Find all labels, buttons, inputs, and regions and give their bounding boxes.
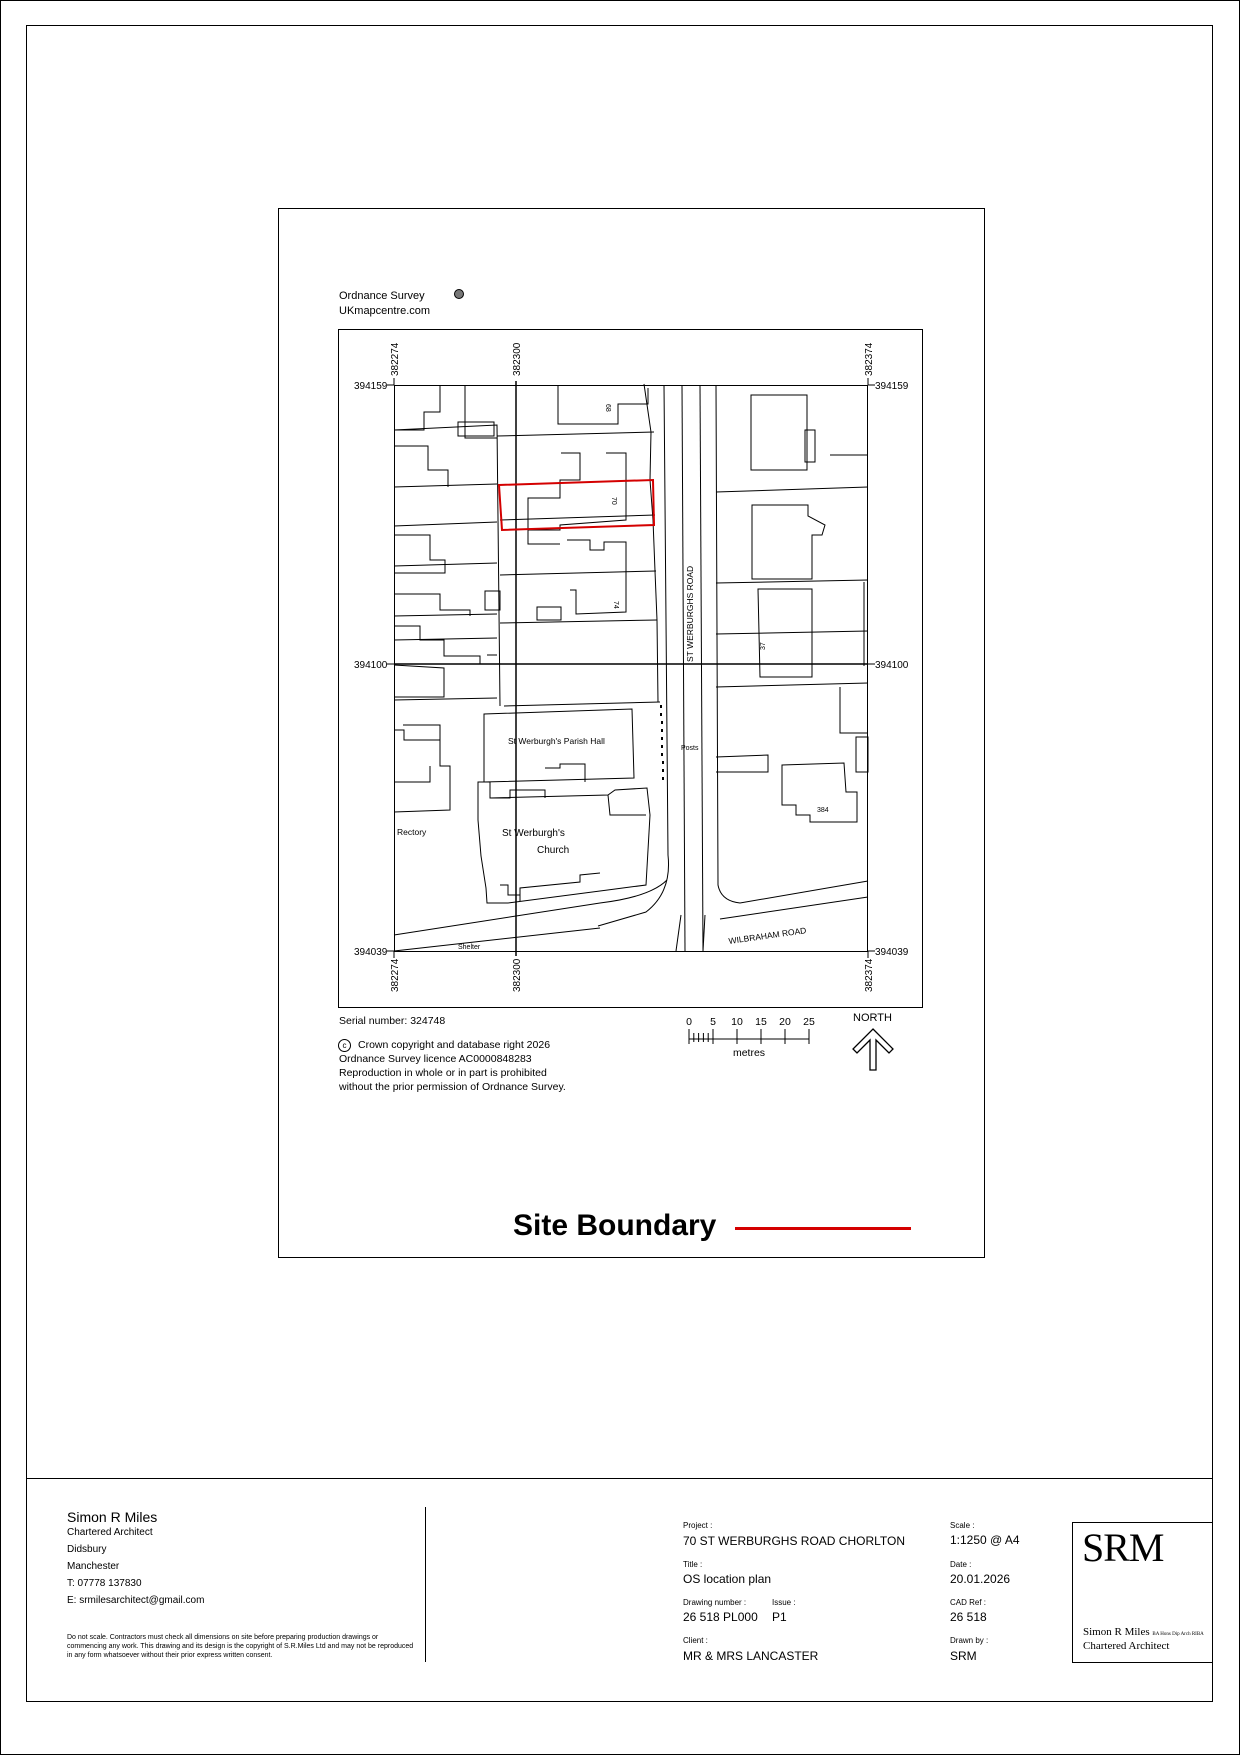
copyright-line4: without the prior permission of Ordnance Survey. bbox=[339, 1081, 566, 1093]
os-map bbox=[338, 329, 924, 1009]
label-house-74: 74 bbox=[612, 601, 619, 609]
architect-name: Simon R Miles bbox=[67, 1509, 158, 1525]
logo-name: Simon R Miles BA Hons Dip Arch RIBA bbox=[1083, 1626, 1204, 1638]
scale-tick-10: 10 bbox=[731, 1016, 743, 1028]
label-house-384: 384 bbox=[817, 807, 829, 814]
legend-line bbox=[735, 1227, 911, 1230]
grid-label-382300-top: 382300 bbox=[512, 342, 523, 376]
grid-label-382274-top: 382274 bbox=[390, 342, 401, 376]
label-church-line2: Church bbox=[537, 845, 570, 856]
cad-label: CAD Ref : bbox=[950, 1598, 987, 1607]
grid-label-382374-bottom: 382374 bbox=[864, 958, 875, 992]
project-value: 70 ST WERBURGHS ROAD CHORLTON bbox=[683, 1534, 906, 1548]
label-wilbraham-road: WILBRAHAM ROAD bbox=[727, 925, 807, 946]
title-label: Title : bbox=[683, 1560, 703, 1569]
legend-label: Site Boundary bbox=[513, 1209, 717, 1242]
title-value: OS location plan bbox=[683, 1572, 772, 1586]
copyright-icon: c bbox=[338, 1039, 351, 1052]
label-parish-hall: St Werburgh's Parish Hall bbox=[508, 736, 605, 746]
north-arrow-icon bbox=[851, 1027, 895, 1072]
scale-label: Scale : bbox=[950, 1521, 975, 1530]
map-frame bbox=[339, 330, 923, 1008]
label-house-68: 68 bbox=[604, 404, 611, 412]
disclaimer: Do not scale. Contractors must check all dimensions on site before preparing production drawings or commencing any work. This drawing and its design is the copyright of S.R.Miles Ltd and may not be reproduced in any form whatsoever without their prior express written consent. bbox=[67, 1634, 414, 1659]
logo-mark: SRM bbox=[1082, 1525, 1164, 1570]
grid-label-394039-right: 394039 bbox=[875, 947, 909, 958]
label-posts: Posts bbox=[681, 745, 699, 752]
scale-bar bbox=[682, 1014, 822, 1062]
issue-label: Issue : bbox=[772, 1598, 796, 1607]
label-rectory: Rectory bbox=[397, 827, 427, 837]
client-label: Client : bbox=[683, 1636, 708, 1645]
grid-label-382274-bottom: 382274 bbox=[390, 958, 401, 992]
title-block-divider bbox=[26, 1478, 1213, 1479]
grid-label-394159-left: 394159 bbox=[354, 381, 388, 392]
drawing-number-label: Drawing number : bbox=[683, 1598, 747, 1607]
date-label: Date : bbox=[950, 1560, 972, 1569]
architect-city: Manchester bbox=[67, 1561, 120, 1572]
copyright-line2: Ordnance Survey licence AC0000848283 bbox=[339, 1053, 532, 1065]
copyright-line1: Crown copyright and database right 2026 bbox=[358, 1039, 551, 1051]
os-logo-icon bbox=[454, 289, 464, 299]
project-label: Project : bbox=[683, 1521, 713, 1530]
grid-label-382374-top: 382374 bbox=[864, 342, 875, 376]
grid-label-394039-left: 394039 bbox=[354, 947, 388, 958]
grid-label-394100-left: 394100 bbox=[354, 660, 388, 671]
scale-tick-20: 20 bbox=[779, 1016, 791, 1028]
label-house-37: 37 bbox=[760, 642, 767, 650]
architect-email: E: srmilesarchitect@gmail.com bbox=[67, 1595, 205, 1606]
scale-tick-0: 0 bbox=[686, 1016, 692, 1028]
drawn-label: Drawn by : bbox=[950, 1636, 989, 1645]
scale-unit: metres bbox=[732, 1047, 766, 1059]
architect-role: Chartered Architect bbox=[67, 1527, 153, 1538]
issue-value: P1 bbox=[772, 1610, 787, 1624]
drawn-value: SRM bbox=[950, 1649, 977, 1663]
grid-label-394159-right: 394159 bbox=[875, 381, 909, 392]
date-value: 20.01.2026 bbox=[950, 1572, 1011, 1586]
label-st-werburghs-road: ST WERBURGHS ROAD bbox=[685, 565, 695, 662]
scale-tick-25: 25 bbox=[803, 1016, 815, 1028]
label-church-line1: St Werburgh's bbox=[502, 828, 565, 839]
scale-tick-5: 5 bbox=[710, 1016, 716, 1028]
os-header-line1: Ordnance Survey bbox=[339, 290, 425, 302]
grid-label-382300-bottom: 382300 bbox=[512, 958, 523, 992]
serial-number: Serial number: 324748 bbox=[339, 1015, 446, 1027]
os-header-line2: UKmapcentre.com bbox=[339, 305, 431, 317]
architect-town: Didsbury bbox=[67, 1544, 107, 1555]
north-label: NORTH bbox=[853, 1012, 892, 1024]
title-block-separator bbox=[425, 1507, 426, 1662]
grid-label-394100-right: 394100 bbox=[875, 660, 909, 671]
drawing-number-value: 26 518 PL000 bbox=[683, 1610, 758, 1624]
label-house-70: 70 bbox=[610, 497, 617, 505]
architect-phone: T: 07778 137830 bbox=[67, 1578, 142, 1589]
client-value: MR & MRS LANCASTER bbox=[683, 1649, 819, 1663]
scale-tick-15: 15 bbox=[755, 1016, 767, 1028]
scale-value: 1:1250 @ A4 bbox=[950, 1533, 1020, 1547]
cad-value: 26 518 bbox=[950, 1610, 987, 1624]
label-shelter: Shelter bbox=[458, 944, 481, 951]
logo-role: Chartered Architect bbox=[1083, 1640, 1170, 1652]
copyright-line3: Reproduction in whole or in part is prohibited bbox=[339, 1067, 547, 1079]
